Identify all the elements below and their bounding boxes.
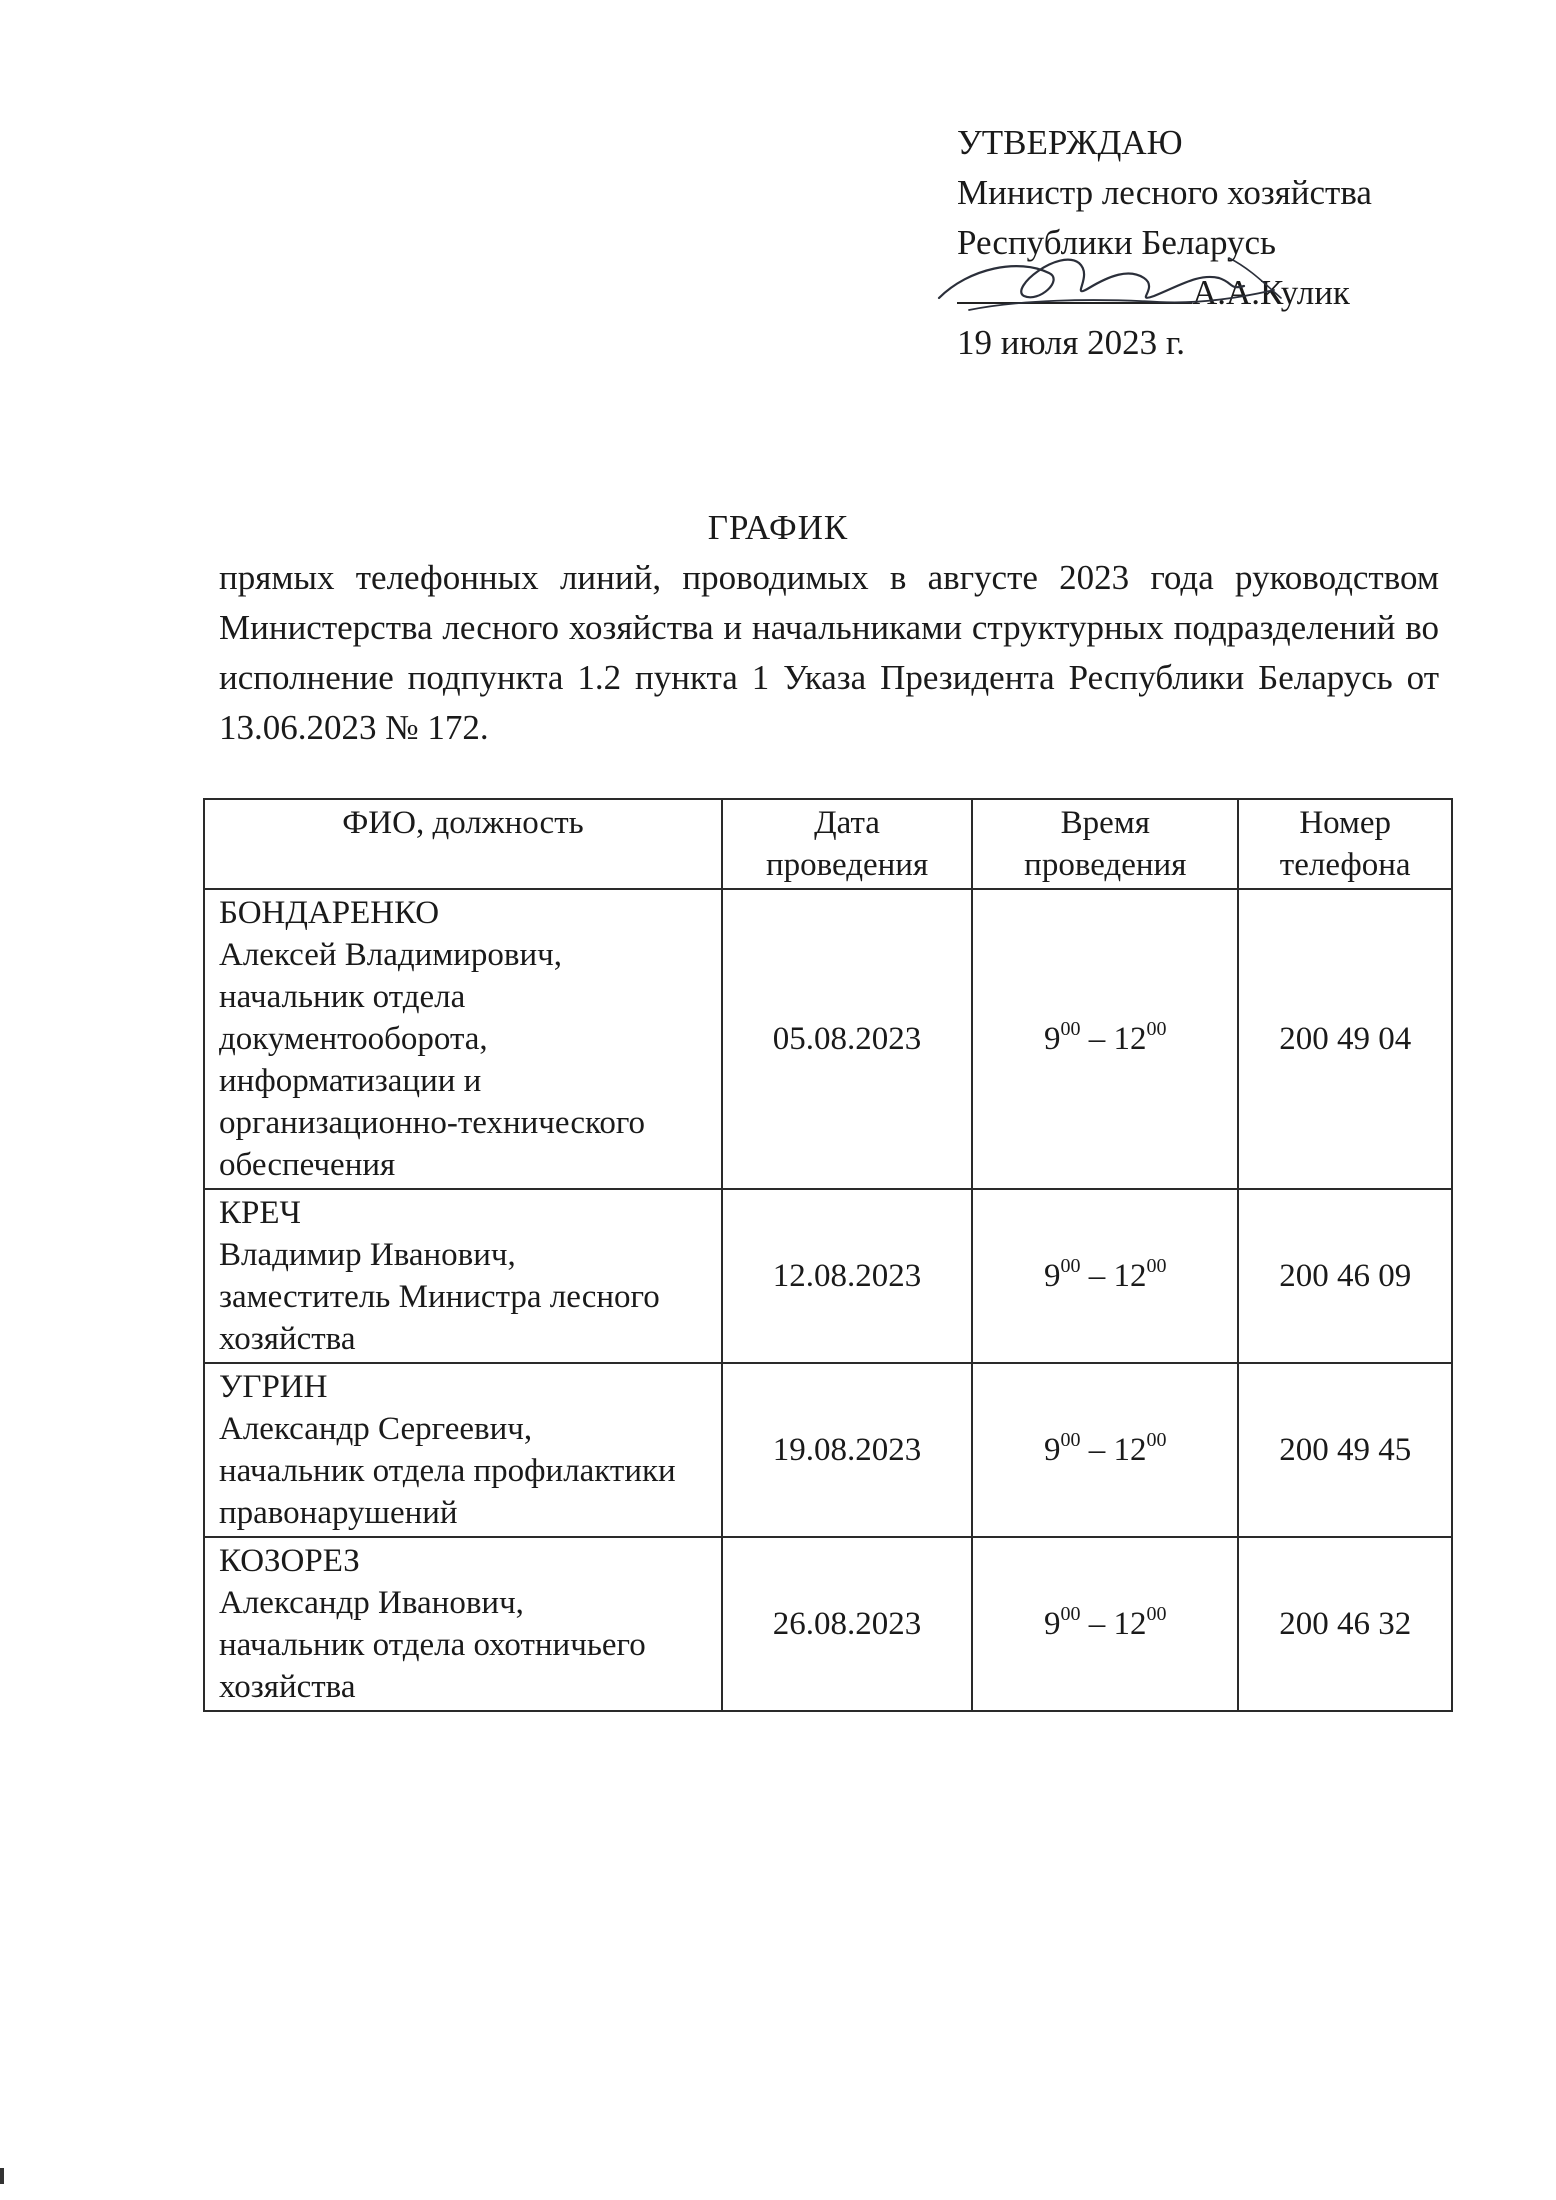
signature-underline bbox=[957, 268, 1192, 304]
approver-position-line1: Министр лесного хозяйства bbox=[957, 173, 1372, 212]
cell-date: 26.08.2023 bbox=[722, 1537, 972, 1711]
cell-person: КРЕЧ Владимир Иванович, заместитель Министра лесного хозяйства bbox=[204, 1189, 722, 1363]
cell-person: УГРИН Александр Сергеевич, начальник отдела профилактики правонарушений bbox=[204, 1363, 722, 1537]
approval-header: УТВЕРЖДАЮ bbox=[957, 123, 1183, 162]
document-subtitle: прямых телефонных линий, проводимых в августе 2023 года руководством Министерства лесного хозяйства и начальниками структурных подразделений во исполнение подпункта 1.2 пункта 1 Указа Президента Республики Беларусь от 13.06.2023 № 172. bbox=[219, 558, 1439, 747]
person-surname: БОНДАРЕНКО bbox=[219, 895, 440, 931]
cell-person: КОЗОРЕЗ Александр Иванович, начальник отдела охотничьего хозяйства bbox=[204, 1537, 722, 1711]
header-phone: Номер телефона bbox=[1238, 799, 1452, 889]
cell-phone: 200 46 09 bbox=[1238, 1189, 1452, 1363]
table-row bbox=[204, 1189, 1452, 1363]
document-title: ГРАФИК bbox=[707, 508, 849, 547]
person-surname: КРЕЧ bbox=[219, 1195, 301, 1231]
schedule-table bbox=[203, 798, 1453, 1712]
cell-date: 19.08.2023 bbox=[722, 1363, 972, 1537]
cell-phone: 200 49 04 bbox=[1238, 889, 1452, 1189]
approver-position-line2: Республики Беларусь bbox=[957, 223, 1276, 262]
approval-block bbox=[957, 118, 1437, 368]
header-time: Время проведения bbox=[972, 799, 1238, 889]
table-row bbox=[204, 1363, 1452, 1537]
table-row bbox=[204, 1537, 1452, 1711]
person-surname: УГРИН bbox=[219, 1369, 328, 1405]
scan-edge-mark bbox=[0, 2168, 4, 2184]
cell-phone: 200 46 32 bbox=[1238, 1537, 1452, 1711]
cell-time: $9^{00} - 12^{00}$ bbox=[972, 1537, 1238, 1711]
table-header-row bbox=[204, 799, 1452, 889]
cell-phone: 200 49 45 bbox=[1238, 1363, 1452, 1537]
signer-name: А.А.Кулик bbox=[1192, 273, 1350, 312]
signature-line bbox=[957, 268, 1437, 318]
header-name: ФИО, должность bbox=[204, 799, 722, 889]
cell-time: $9^{00} - 12^{00}$ bbox=[972, 889, 1238, 1189]
table-row bbox=[204, 889, 1452, 1189]
cell-person: БОНДАРЕНКО Алексей Владимирович, начальник отдела документооборота, информатизации и организационно-технического обеспечения bbox=[204, 889, 722, 1189]
cell-date: 12.08.2023 bbox=[722, 1189, 972, 1363]
cell-time: $9^{00} - 12^{00}$ bbox=[972, 1363, 1238, 1537]
person-surname: КОЗОРЕЗ bbox=[219, 1543, 360, 1579]
header-date: Дата проведения bbox=[722, 799, 972, 889]
approval-date: 19 июля 2023 г. bbox=[957, 323, 1185, 362]
cell-date: 05.08.2023 bbox=[722, 889, 972, 1189]
cell-time: $9^{00} - 12^{00}$ bbox=[972, 1189, 1238, 1363]
